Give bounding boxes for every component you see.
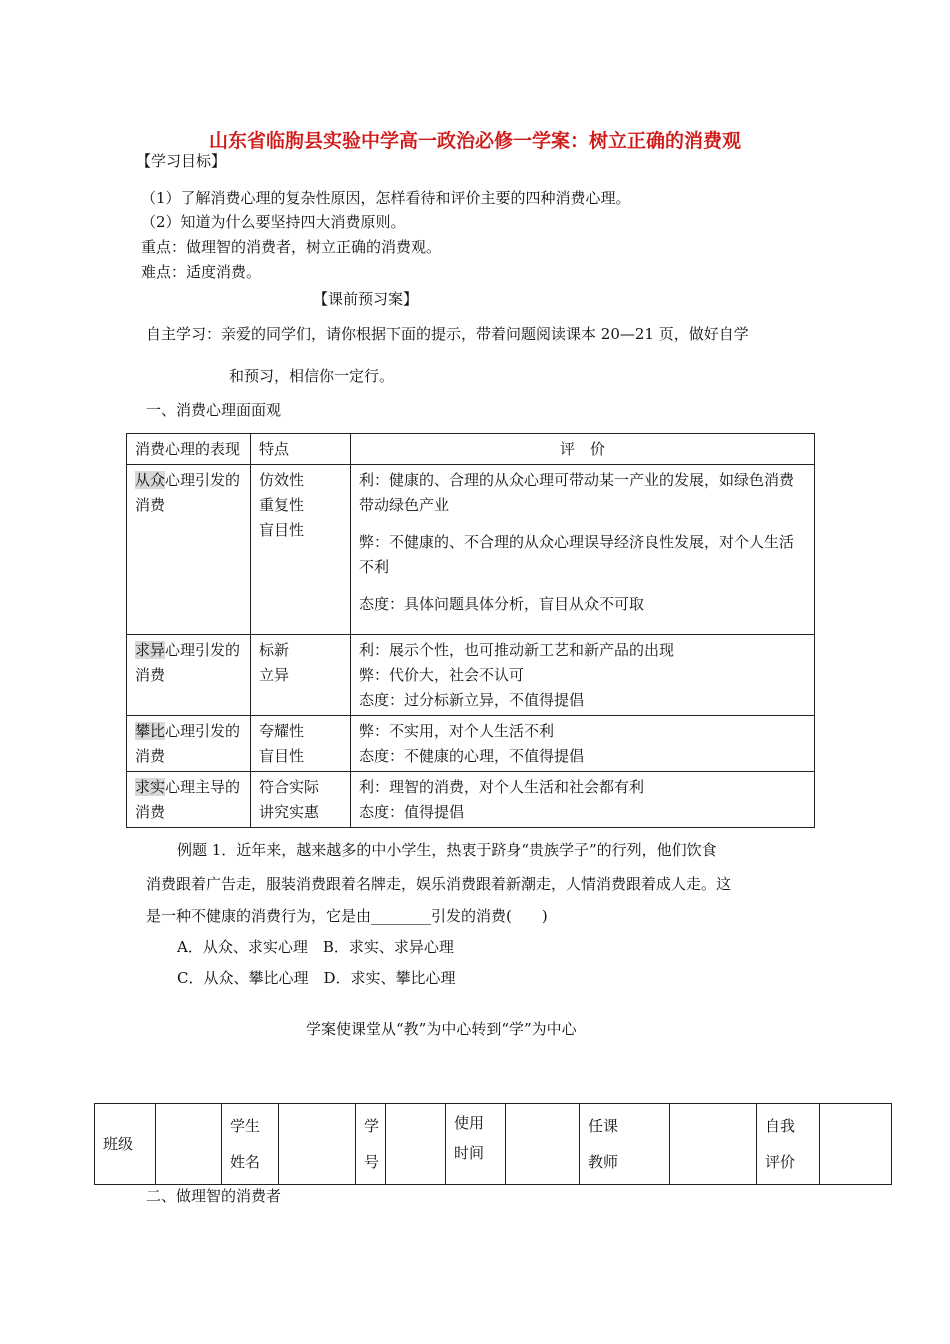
objective-item-1: （1）了解消费心理的复杂性原因，怎样看待和评价主要的四种消费心理。 xyxy=(141,189,631,207)
preview-intro-line1: 自主学习：亲爱的同学们，请你根据下面的提示，带着问题阅读课本 20—21 页，做好自学 xyxy=(146,325,749,343)
table-row xyxy=(127,772,815,828)
table-row xyxy=(127,465,815,635)
table-row xyxy=(127,716,815,772)
difficulty: 难点：适度消费。 xyxy=(141,263,262,281)
section1-title: 一、消费心理面面观 xyxy=(146,401,282,419)
number-field[interactable] xyxy=(386,1104,446,1185)
evaluation-cell: 弊：不实用，对个人生活不利 态度：不健康的心理，不值得提倡 xyxy=(351,716,815,772)
objectives-heading: 【学习目标】 xyxy=(136,152,227,170)
example-line-3: 是一种不健康的消费行为，它是由________引发的消费( ) xyxy=(146,907,548,925)
example-line-1: 例题 1．近年来，越来越多的中小学生，热衷于跻身“贵族学子”的行列，他们饮食 xyxy=(177,841,717,859)
use-time-label: 使用 时间 xyxy=(446,1104,506,1185)
evaluation-cell: 利：健康的、合理的从众心理可带动某一产业的发展，如绿色消费带动绿色产业 弊：不健康的、不合理的从众心理误导经济良性发展，对个人生活不利 态度：具体问题具体分析，盲目从众不可取 xyxy=(351,465,815,635)
evaluation-cell: 利：理智的消费，对个人生活和社会都有利 态度：值得提倡 xyxy=(351,772,815,828)
page-title: 山东省临朐县实验中学高一政治必修一学案：树立正确的消费观 xyxy=(208,130,741,152)
psychology-cell: 从众心理引发的消费 xyxy=(127,465,251,635)
teacher-label: 任课 教师 xyxy=(580,1104,670,1185)
teacher-field[interactable] xyxy=(670,1104,757,1185)
psychology-cell: 求异心理引发的消费 xyxy=(127,635,251,716)
header-cell: 评 价 xyxy=(351,434,815,465)
psychology-cell: 攀比心理引发的消费 xyxy=(127,716,251,772)
key-point: 重点：做理智的消费者，树立正确的消费观。 xyxy=(141,238,442,256)
class-label: 班级 xyxy=(95,1104,156,1185)
table-header-row xyxy=(127,434,815,465)
footer-motto: 学案使课堂从“教”为中心转到“学”为中心 xyxy=(306,1020,577,1038)
section2-title: 二、做理智的消费者 xyxy=(146,1187,282,1205)
objective-item-2: （2）知道为什么要坚持四大消费原则。 xyxy=(141,213,406,231)
consumer-psychology-table xyxy=(126,433,815,828)
header-cell: 消费心理的表现 xyxy=(127,434,251,465)
student-info-table xyxy=(94,1103,892,1185)
table-row xyxy=(127,635,815,716)
preview-intro-line2: 和预习，相信你一定行。 xyxy=(229,367,395,385)
traits-cell: 仿效性 重复性 盲目性 xyxy=(251,465,351,635)
example-options-cd: C．从众、攀比心理 D．求实、攀比心理 xyxy=(177,969,456,987)
student-name-field[interactable] xyxy=(279,1104,356,1185)
psychology-cell: 求实心理主导的消费 xyxy=(127,772,251,828)
header-cell: 特点 xyxy=(251,434,351,465)
number-label: 学 号 xyxy=(356,1104,386,1185)
class-field[interactable] xyxy=(156,1104,222,1185)
student-name-label: 学生 姓名 xyxy=(222,1104,279,1185)
evaluation-cell: 利：展示个性，也可推动新工艺和新产品的出现 弊：代价大，社会不认可 态度：过分标新立异，不值得提倡 xyxy=(351,635,815,716)
use-time-field[interactable] xyxy=(506,1104,580,1185)
traits-cell: 夸耀性 盲目性 xyxy=(251,716,351,772)
self-eval-label: 自我 评价 xyxy=(757,1104,820,1185)
preview-heading: 【课前预习案】 xyxy=(313,290,419,308)
example-line-2: 消费跟着广告走，服装消费跟着名牌走，娱乐消费跟着新潮走，人情消费跟着成人走。这 xyxy=(146,875,732,893)
traits-cell: 符合实际 讲究实惠 xyxy=(251,772,351,828)
traits-cell: 标新 立异 xyxy=(251,635,351,716)
self-eval-field[interactable] xyxy=(820,1104,892,1185)
example-options-ab: A．从众、求实心理 B．求实、求异心理 xyxy=(177,938,454,956)
